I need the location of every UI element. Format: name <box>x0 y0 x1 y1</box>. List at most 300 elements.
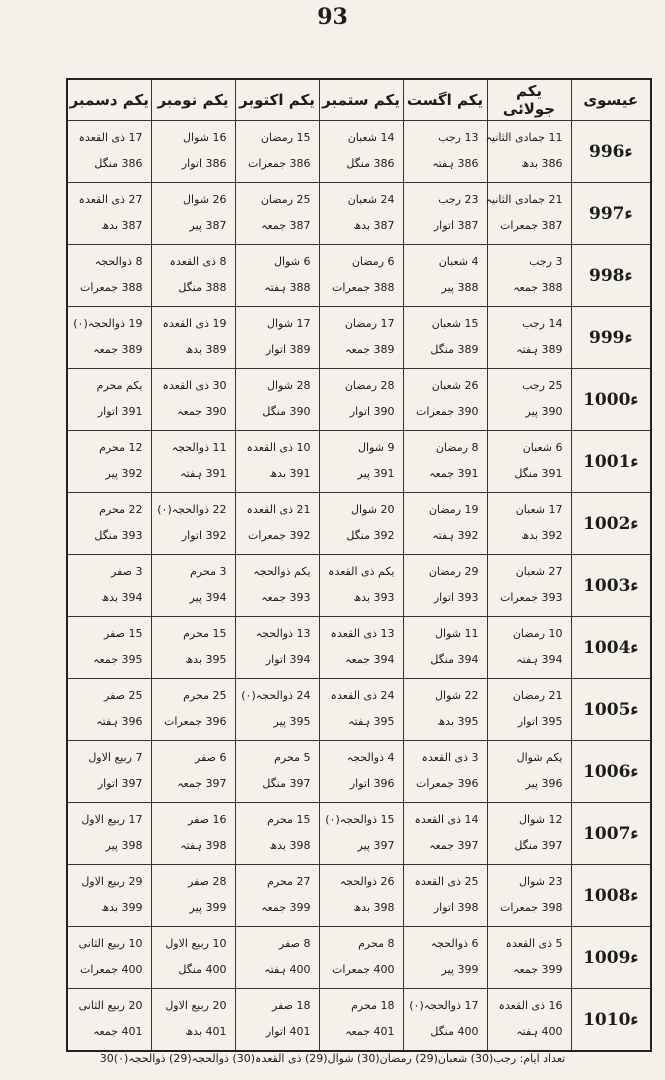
hijri-year-weekday: 388 جمعرات <box>80 281 143 294</box>
date-cell-october <box>235 927 319 989</box>
year-cell: 1004ء <box>571 617 651 679</box>
hijri-date: 16 صفر <box>188 813 227 826</box>
date-cell-august <box>403 989 487 1052</box>
hijri-year-weekday: 395 بدھ <box>185 653 227 666</box>
hijri-year-weekday: 388 پیر <box>441 281 479 294</box>
hijri-year-weekday: 398 بدھ <box>269 839 311 852</box>
hijri-year-weekday: 386 ہفتہ <box>432 157 479 170</box>
hijri-date: 27 محرم <box>267 875 311 888</box>
hijri-date: 17 ذی القعدہ <box>78 131 143 144</box>
header-december: یکم دسمبر <box>67 79 151 121</box>
hijri-date: 28 شوال <box>267 379 311 392</box>
hijri-year-weekday: 388 منگل <box>178 281 227 294</box>
date-cell-september <box>319 803 403 865</box>
date-cell-december <box>67 369 151 431</box>
header-year: عیسوی <box>571 79 651 121</box>
hijri-date: 29 رمضان <box>428 565 479 578</box>
hijri-year-weekday: 393 اتوار <box>433 591 479 604</box>
date-cell-october <box>235 245 319 307</box>
hijri-year-weekday: 389 ہفتہ <box>516 343 563 356</box>
table-row <box>67 989 651 1052</box>
hijri-date: 15 محرم <box>267 813 311 826</box>
hijri-date: 22 شوال <box>435 689 479 702</box>
hijri-year-weekday: 393 بدھ <box>353 591 395 604</box>
hijri-year-weekday: 401 جمعہ <box>345 1025 395 1038</box>
year-cell: 1007ء <box>571 803 651 865</box>
date-cell-august <box>403 679 487 741</box>
hijri-year-weekday: 400 منگل <box>178 963 227 976</box>
hijri-date: 7 ربیع الاول <box>88 751 143 764</box>
hijri-date: 17 ربیع الاول <box>81 813 143 826</box>
date-cell-july <box>487 493 571 555</box>
hijri-year-weekday: 389 منگل <box>430 343 479 356</box>
date-cell-september <box>319 369 403 431</box>
hijri-date: 20 ربیع الثانی <box>78 999 143 1012</box>
hijri-date: 4 شعبان <box>438 255 479 268</box>
hijri-year-weekday: 387 بدھ <box>101 219 143 232</box>
date-cell-august <box>403 927 487 989</box>
date-cell-december <box>67 741 151 803</box>
hijri-year-weekday: 386 اتوار <box>181 157 227 170</box>
hijri-date: 3 ذی القعدہ <box>421 751 479 764</box>
date-cell-july <box>487 183 571 245</box>
hijri-year-weekday: 394 اتوار <box>265 653 311 666</box>
hijri-date: 21 رمضان <box>512 689 563 702</box>
table-row <box>67 369 651 431</box>
hijri-date: 6 شعبان <box>522 441 563 454</box>
hijri-year-weekday: 392 بدھ <box>521 529 563 542</box>
date-cell-december <box>67 617 151 679</box>
header-november: یکم نومبر <box>151 79 235 121</box>
hijri-year-weekday: 399 جمعہ <box>261 901 311 914</box>
hijri-year-weekday: 400 جمعرات <box>80 963 143 976</box>
hijri-date: 30 ذی القعدہ <box>162 379 227 392</box>
hijri-date: 14 رجب <box>522 317 563 330</box>
date-cell-july <box>487 989 571 1052</box>
hijri-year-weekday: 388 ہفتہ <box>264 281 311 294</box>
date-cell-october <box>235 493 319 555</box>
hijri-year-weekday: 391 منگل <box>514 467 563 480</box>
hijri-year-weekday: 394 جمعہ <box>345 653 395 666</box>
date-cell-july <box>487 927 571 989</box>
hijri-date: 13 رجب <box>438 131 479 144</box>
hijri-date: 10 ذی القعدہ <box>246 441 311 454</box>
hijri-year-weekday: 389 بدھ <box>185 343 227 356</box>
hijri-year-weekday: 390 اتوار <box>349 405 395 418</box>
hijri-date: 15 رمضان <box>260 131 311 144</box>
page-number: 93 <box>317 4 348 30</box>
hijri-date: 25 ذی القعدہ <box>414 875 479 888</box>
table-row <box>67 865 651 927</box>
table-row <box>67 679 651 741</box>
date-cell-october <box>235 865 319 927</box>
hijri-year-weekday: 395 ہفتہ <box>348 715 395 728</box>
date-cell-august <box>403 183 487 245</box>
hijri-year-weekday: 397 منگل <box>262 777 311 790</box>
date-cell-october <box>235 369 319 431</box>
hijri-date: 25 رمضان <box>260 193 311 206</box>
hijri-date: یکم ذوالحجہ <box>253 565 311 578</box>
hijri-year-weekday: 391 جمعہ <box>429 467 479 480</box>
date-cell-december <box>67 679 151 741</box>
hijri-date: 3 رجب <box>529 255 563 268</box>
year-cell: 1006ء <box>571 741 651 803</box>
table-row <box>67 307 651 369</box>
hijri-year-weekday: 399 پیر <box>189 901 227 914</box>
date-cell-july <box>487 741 571 803</box>
header-row <box>67 79 651 121</box>
date-cell-november <box>151 741 235 803</box>
hijri-year-weekday: 390 جمعرات <box>416 405 479 418</box>
hijri-date: 8 صفر <box>279 937 311 950</box>
hijri-year-weekday: 391 اتوار <box>97 405 143 418</box>
hijri-date: 3 صفر <box>111 565 143 578</box>
hijri-date: 29 ربیع الاول <box>81 875 143 888</box>
calendar-table <box>66 78 652 1052</box>
hijri-year-weekday: 398 بدھ <box>353 901 395 914</box>
date-cell-october <box>235 617 319 679</box>
hijri-year-weekday: 401 بدھ <box>185 1025 227 1038</box>
hijri-year-weekday: 386 منگل <box>346 157 395 170</box>
year-cell: 1009ء <box>571 927 651 989</box>
hijri-year-weekday: 401 جمعہ <box>93 1025 143 1038</box>
date-cell-august <box>403 741 487 803</box>
hijri-year-weekday: 387 اتوار <box>433 219 479 232</box>
hijri-year-weekday: 393 جمعہ <box>261 591 311 604</box>
year-cell: 999ء <box>571 307 651 369</box>
date-cell-november <box>151 183 235 245</box>
year-cell: 996ء <box>571 121 651 183</box>
hijri-year-weekday: 399 پیر <box>441 963 479 976</box>
date-cell-september <box>319 989 403 1052</box>
date-cell-september <box>319 307 403 369</box>
date-cell-august <box>403 307 487 369</box>
date-cell-july <box>487 121 571 183</box>
year-cell: 998ء <box>571 245 651 307</box>
table-row <box>67 493 651 555</box>
hijri-year-weekday: 387 جمعہ <box>261 219 311 232</box>
hijri-date: 17 رمضان <box>344 317 395 330</box>
hijri-year-weekday: 397 پیر <box>357 839 395 852</box>
hijri-date: یکم شوال <box>516 751 563 764</box>
hijri-year-weekday: 396 جمعرات <box>164 715 227 728</box>
hijri-year-weekday: 397 اتوار <box>97 777 143 790</box>
date-cell-november <box>151 679 235 741</box>
date-cell-december <box>67 927 151 989</box>
date-cell-september <box>319 865 403 927</box>
hijri-year-weekday: 401 اتوار <box>265 1025 311 1038</box>
hijri-date: 23 شوال <box>519 875 563 888</box>
hijri-date: یکم محرم <box>96 379 143 392</box>
hijri-year-weekday: 396 اتوار <box>349 777 395 790</box>
hijri-year-weekday: 399 بدھ <box>101 901 143 914</box>
date-cell-august <box>403 121 487 183</box>
year-cell: 1008ء <box>571 865 651 927</box>
date-cell-september <box>319 741 403 803</box>
day-count-footer: تعداد ایام: رجب(30) شعبان(29) رمضان(30) شوال(29) ذی القعدہ(30) ذوالحجہ(29) ذوالحجہ(۰)30 <box>99 1052 566 1065</box>
date-cell-october <box>235 121 319 183</box>
date-cell-july <box>487 369 571 431</box>
hijri-year-weekday: 392 پیر <box>105 467 143 480</box>
hijri-date: 21 ذی القعدہ <box>246 503 311 516</box>
hijri-date: 6 صفر <box>195 751 227 764</box>
date-cell-october <box>235 555 319 617</box>
hijri-year-weekday: 394 پیر <box>189 591 227 604</box>
hijri-date: 26 شوال <box>183 193 227 206</box>
hijri-date: 11 ذوالحجہ <box>171 441 227 454</box>
hijri-year-weekday: 389 جمعہ <box>345 343 395 356</box>
hijri-year-weekday: 398 اتوار <box>433 901 479 914</box>
hijri-year-weekday: 397 جمعہ <box>177 777 227 790</box>
table-row <box>67 183 651 245</box>
hijri-date: 19 رمضان <box>428 503 479 516</box>
hijri-year-weekday: 391 پیر <box>357 467 395 480</box>
hijri-date: 20 ربیع الاول <box>165 999 227 1012</box>
hijri-date: 22 محرم <box>99 503 143 516</box>
date-cell-december <box>67 803 151 865</box>
hijri-date: 10 رمضان <box>512 627 563 640</box>
hijri-year-weekday: 386 منگل <box>94 157 143 170</box>
hijri-year-weekday: 391 ہفتہ <box>180 467 227 480</box>
hijri-year-weekday: 400 منگل <box>430 1025 479 1038</box>
hijri-year-weekday: 395 جمعہ <box>93 653 143 666</box>
hijri-year-weekday: 398 پیر <box>105 839 143 852</box>
header-september: یکم ستمبر <box>319 79 403 121</box>
date-cell-november <box>151 245 235 307</box>
hijri-year-weekday: 398 ہفتہ <box>180 839 227 852</box>
date-cell-november <box>151 927 235 989</box>
hijri-date: 15 شعبان <box>431 317 479 330</box>
hijri-date: 20 شوال <box>351 503 395 516</box>
hijri-year-weekday: 394 بدھ <box>101 591 143 604</box>
hijri-year-weekday: 391 بدھ <box>269 467 311 480</box>
year-cell: 1002ء <box>571 493 651 555</box>
date-cell-december <box>67 865 151 927</box>
hijri-date: 22 ذوالحجہ(۰) <box>157 503 227 516</box>
hijri-date: 24 ذوالحجہ(۰) <box>241 689 311 702</box>
hijri-date: 27 شعبان <box>515 565 563 578</box>
date-cell-july <box>487 431 571 493</box>
hijri-year-weekday: 396 ہفتہ <box>96 715 143 728</box>
hijri-date: 4 ذوالحجہ <box>346 751 395 764</box>
hijri-date: 23 رجب <box>438 193 479 206</box>
hijri-date: 11 شوال <box>435 627 479 640</box>
hijri-date: 15 محرم <box>183 627 227 640</box>
year-cell: 1000ء <box>571 369 651 431</box>
date-cell-july <box>487 679 571 741</box>
hijri-date: 12 محرم <box>99 441 143 454</box>
hijri-date: 12 شوال <box>519 813 563 826</box>
hijri-date: 19 ذوالحجہ(۰) <box>73 317 143 330</box>
hijri-year-weekday: 396 پیر <box>525 777 563 790</box>
hijri-date: 13 ذوالحجہ <box>255 627 311 640</box>
hijri-date: 25 محرم <box>183 689 227 702</box>
hijri-date: 18 محرم <box>351 999 395 1012</box>
hijri-year-weekday: 387 پیر <box>189 219 227 232</box>
hijri-year-weekday: 386 جمعرات <box>248 157 311 170</box>
date-cell-november <box>151 989 235 1052</box>
date-cell-september <box>319 679 403 741</box>
hijri-year-weekday: 393 جمعرات <box>500 591 563 604</box>
date-cell-november <box>151 555 235 617</box>
date-cell-august <box>403 555 487 617</box>
table-row <box>67 431 651 493</box>
date-cell-november <box>151 865 235 927</box>
table-row <box>67 741 651 803</box>
year-cell: 1001ء <box>571 431 651 493</box>
hijri-date: 5 محرم <box>274 751 311 764</box>
hijri-date: 8 ذی القعدہ <box>169 255 227 268</box>
table-row <box>67 617 651 679</box>
hijri-year-weekday: 400 جمعرات <box>332 963 395 976</box>
date-cell-december <box>67 431 151 493</box>
hijri-date: 17 شعبان <box>515 503 563 516</box>
date-cell-december <box>67 183 151 245</box>
hijri-year-weekday: 394 ہفتہ <box>516 653 563 666</box>
hijri-date: 16 شوال <box>183 131 227 144</box>
hijri-date: یکم ذی القعدہ <box>328 565 395 578</box>
date-cell-september <box>319 431 403 493</box>
date-cell-july <box>487 865 571 927</box>
date-cell-october <box>235 741 319 803</box>
table-row <box>67 121 651 183</box>
hijri-year-weekday: 400 ہفتہ <box>516 1025 563 1038</box>
hijri-date: 14 شعبان <box>347 131 395 144</box>
date-cell-september <box>319 927 403 989</box>
hijri-year-weekday: 387 بدھ <box>353 219 395 232</box>
hijri-year-weekday: 396 جمعرات <box>416 777 479 790</box>
year-cell: 1010ء <box>571 989 651 1052</box>
hijri-year-weekday: 390 پیر <box>525 405 563 418</box>
hijri-date: 28 رمضان <box>344 379 395 392</box>
date-cell-november <box>151 431 235 493</box>
hijri-date: 14 ذی القعدہ <box>414 813 479 826</box>
hijri-date: 8 ذوالحجہ <box>94 255 143 268</box>
date-cell-july <box>487 617 571 679</box>
date-cell-september <box>319 245 403 307</box>
hijri-date: 5 ذی القعدہ <box>505 937 563 950</box>
date-cell-october <box>235 989 319 1052</box>
hijri-year-weekday: 390 جمعہ <box>177 405 227 418</box>
date-cell-august <box>403 493 487 555</box>
year-cell: 1003ء <box>571 555 651 617</box>
hijri-date: 16 ذی القعدہ <box>498 999 563 1012</box>
hijri-year-weekday: 394 منگل <box>430 653 479 666</box>
year-cell: 997ء <box>571 183 651 245</box>
date-cell-october <box>235 431 319 493</box>
hijri-date: 18 صفر <box>272 999 311 1012</box>
date-cell-december <box>67 493 151 555</box>
hijri-date: 13 ذی القعدہ <box>330 627 395 640</box>
date-cell-november <box>151 121 235 183</box>
date-cell-december <box>67 121 151 183</box>
date-cell-december <box>67 307 151 369</box>
hijri-date: 26 شعبان <box>431 379 479 392</box>
hijri-date: 10 ربیع الثانی <box>78 937 143 950</box>
hijri-year-weekday: 389 اتوار <box>265 343 311 356</box>
header-july: یکم جولائی <box>487 79 571 121</box>
date-cell-december <box>67 989 151 1052</box>
hijri-date: 6 ذوالحجہ <box>430 937 479 950</box>
date-cell-december <box>67 555 151 617</box>
hijri-year-weekday: 395 بدھ <box>437 715 479 728</box>
header-august: یکم اگست <box>403 79 487 121</box>
hijri-year-weekday: 388 جمعرات <box>332 281 395 294</box>
date-cell-november <box>151 369 235 431</box>
table-row <box>67 927 651 989</box>
date-cell-september <box>319 555 403 617</box>
hijri-date: 8 رمضان <box>435 441 479 454</box>
hijri-date: 15 ذوالحجہ(۰) <box>325 813 395 826</box>
date-cell-september <box>319 121 403 183</box>
hijri-date: 19 ذی القعدہ <box>162 317 227 330</box>
hijri-year-weekday: 387 جمعرات <box>500 219 563 232</box>
hijri-date: 25 رجب <box>522 379 563 392</box>
hijri-year-weekday: 392 ہفتہ <box>432 529 479 542</box>
table-row <box>67 245 651 307</box>
hijri-date: 27 ذی القعدہ <box>78 193 143 206</box>
hijri-year-weekday: 386 بدھ <box>521 157 563 170</box>
date-cell-july <box>487 803 571 865</box>
table-row <box>67 803 651 865</box>
date-cell-august <box>403 865 487 927</box>
date-cell-august <box>403 431 487 493</box>
hijri-date: 15 صفر <box>104 627 143 640</box>
date-cell-november <box>151 803 235 865</box>
hijri-year-weekday: 392 منگل <box>346 529 395 542</box>
date-cell-july <box>487 245 571 307</box>
hijri-date: 17 شوال <box>267 317 311 330</box>
hijri-year-weekday: 392 جمعرات <box>248 529 311 542</box>
date-cell-september <box>319 183 403 245</box>
date-cell-october <box>235 307 319 369</box>
hijri-year-weekday: 397 جمعہ <box>429 839 479 852</box>
hijri-date: 25 صفر <box>104 689 143 702</box>
date-cell-july <box>487 307 571 369</box>
hijri-date: 9 شوال <box>358 441 395 454</box>
hijri-year-weekday: 390 منگل <box>262 405 311 418</box>
hijri-date: 3 محرم <box>190 565 227 578</box>
hijri-date: 6 رمضان <box>351 255 395 268</box>
table-row <box>67 555 651 617</box>
hijri-year-weekday: 389 جمعہ <box>93 343 143 356</box>
hijri-year-weekday: 400 ہفتہ <box>264 963 311 976</box>
date-cell-september <box>319 617 403 679</box>
hijri-date: 17 ذوالحجہ(۰) <box>409 999 479 1012</box>
date-cell-november <box>151 307 235 369</box>
hijri-year-weekday: 395 اتوار <box>517 715 563 728</box>
hijri-date: 28 صفر <box>188 875 227 888</box>
hijri-date: 24 ذی القعدہ <box>330 689 395 702</box>
date-cell-august <box>403 803 487 865</box>
date-cell-october <box>235 679 319 741</box>
date-cell-december <box>67 245 151 307</box>
year-cell: 1005ء <box>571 679 651 741</box>
date-cell-august <box>403 369 487 431</box>
date-cell-august <box>403 245 487 307</box>
hijri-date: 6 شوال <box>274 255 311 268</box>
hijri-year-weekday: 388 جمعہ <box>513 281 563 294</box>
hijri-year-weekday: 393 منگل <box>94 529 143 542</box>
hijri-year-weekday: 398 جمعرات <box>500 901 563 914</box>
header-october: یکم اکتوبر <box>235 79 319 121</box>
hijri-year-weekday: 399 جمعہ <box>513 963 563 976</box>
hijri-date: 24 شعبان <box>347 193 395 206</box>
date-cell-august <box>403 617 487 679</box>
hijri-date: 10 ربیع الاول <box>165 937 227 950</box>
hijri-date: 11 جمادی الثانیہ <box>485 131 563 144</box>
hijri-year-weekday: 392 اتوار <box>181 529 227 542</box>
